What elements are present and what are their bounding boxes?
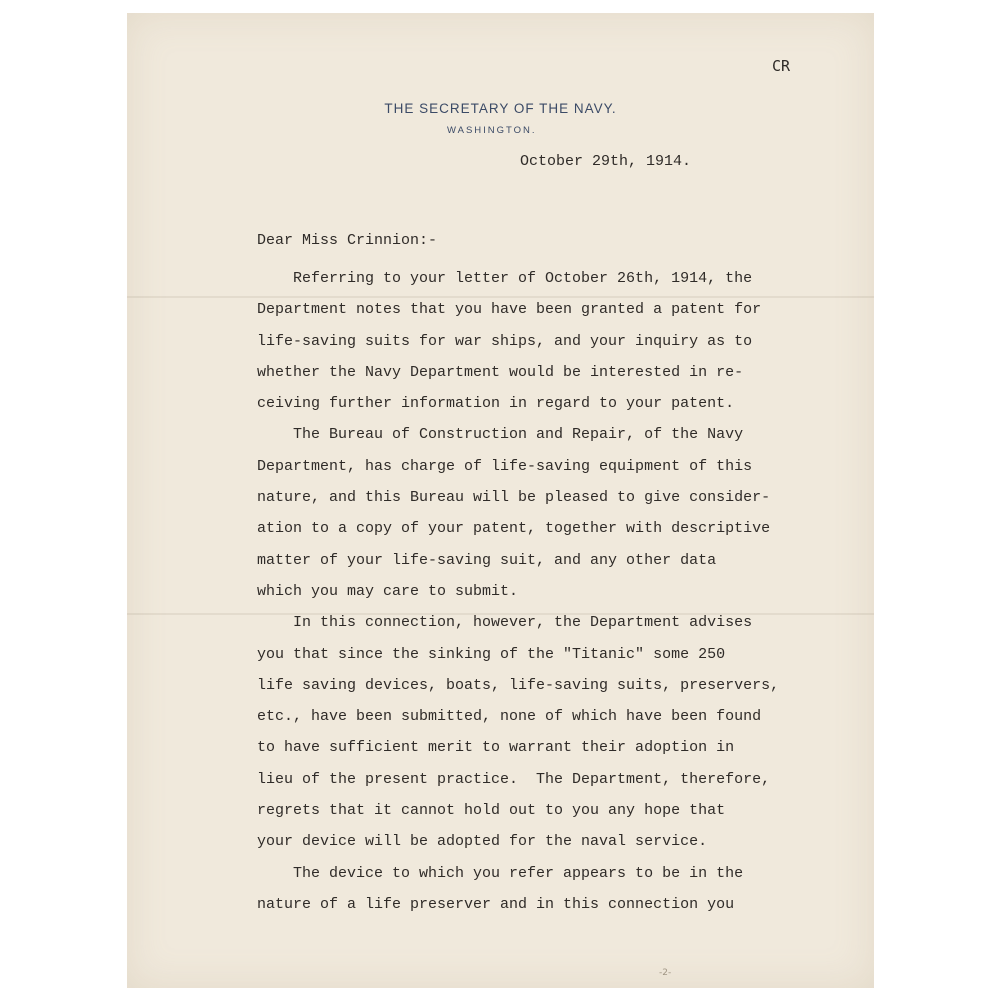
initials-mark: CR	[772, 57, 791, 75]
body-line: which you may care to submit.	[257, 582, 519, 600]
body-line: ceiving further information in regard to your patent.	[257, 395, 735, 413]
body-line: ation to a copy of your patent, together with descriptive	[257, 520, 771, 538]
salutation: Dear Miss Crinnion:-	[257, 232, 438, 249]
body-line: Referring to your letter of October 26th, 1914, the	[257, 270, 753, 287]
body-line: The Bureau of Construction and Repair, of the Navy	[257, 426, 744, 444]
body-line: Department, has charge of life-saving equipment of this	[257, 457, 753, 475]
letterhead-city: WASHINGTON.	[447, 125, 537, 136]
body-line: The device to which you refer appears to be in the	[257, 864, 744, 882]
page-number-mark: -2-	[659, 968, 672, 978]
body-line: In this connection, however, the Department advises	[257, 614, 753, 632]
body-line: etc., have been submitted, none of which have been found	[257, 708, 762, 726]
letter-body	[257, 263, 817, 920]
body-line: nature, and this Bureau will be pleased to give consider-	[257, 489, 771, 507]
body-line: Department notes that you have been granted a patent for	[257, 301, 762, 319]
body-line: life-saving suits for war ships, and your inquiry as to	[257, 332, 753, 350]
letter-page	[127, 13, 874, 988]
letterhead-title: THE SECRETARY OF THE NAVY.	[384, 101, 617, 116]
body-line: whether the Navy Department would be interested in re-	[257, 363, 744, 381]
body-line: life saving devices, boats, life-saving suits, preservers,	[257, 676, 780, 694]
letter-date: October 29th, 1914.	[520, 153, 692, 170]
body-line: your device will be adopted for the naval service.	[257, 833, 708, 851]
body-line: to have sufficient merit to warrant their adoption in	[257, 739, 735, 757]
body-line: matter of your life-saving suit, and any other data	[257, 551, 717, 569]
body-line: nature of a life preserver and in this connection you	[257, 895, 735, 913]
body-line: lieu of the present practice. The Department, therefore,	[257, 770, 771, 788]
body-line: regrets that it cannot hold out to you any hope that	[257, 802, 726, 820]
body-line: you that since the sinking of the "Titanic" some 250	[257, 645, 726, 663]
